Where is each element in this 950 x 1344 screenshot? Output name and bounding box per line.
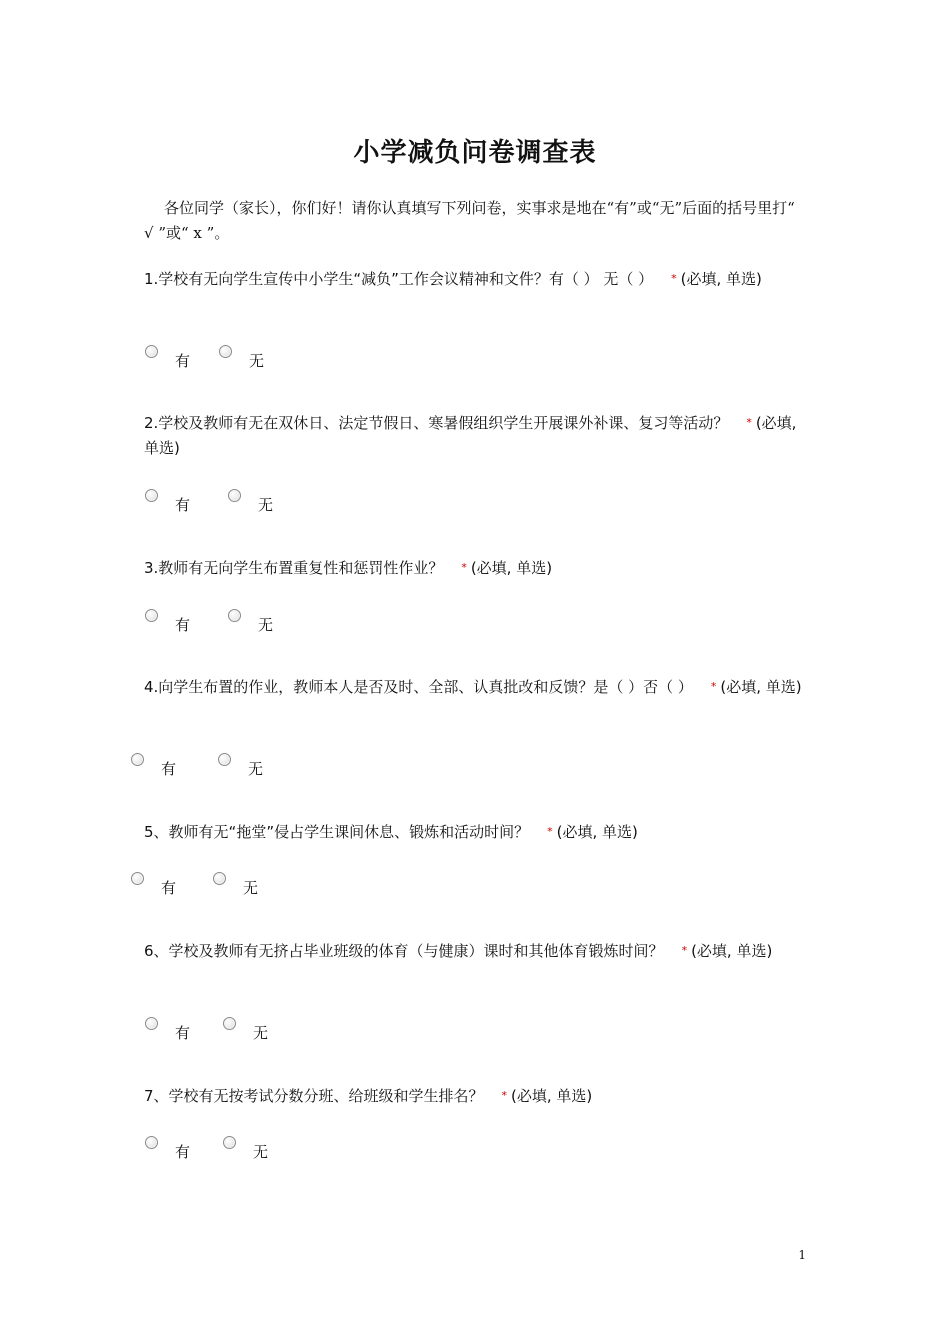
option-label: 无	[253, 1024, 269, 1042]
required-note: (必填, 单选)	[691, 942, 773, 960]
question-4	[144, 674, 808, 700]
intro-paragraph: 各位同学（家长），你们好！请你认真填写下列问卷，实事求是地在“有”或“无”后面的括号里打“ √ ”或“ x ”。	[144, 199, 795, 242]
page-number: 1	[798, 1248, 806, 1262]
option-label: 有	[175, 1024, 191, 1042]
question-1	[144, 266, 808, 292]
required-note: (必填, 单选)	[511, 1087, 593, 1105]
question-3-options	[145, 609, 345, 635]
question-6-options	[145, 1017, 345, 1043]
option-label: 有	[161, 879, 177, 897]
radio-icon[interactable]	[219, 345, 232, 358]
question-1-options	[145, 345, 345, 371]
radio-icon[interactable]	[218, 753, 231, 766]
required-note: (必填, 单选)	[720, 678, 802, 696]
question-7	[144, 1083, 808, 1109]
required-asterisk: *	[681, 944, 688, 957]
question-6	[144, 938, 808, 964]
radio-icon[interactable]	[145, 609, 158, 622]
question-text: 1.学校有无向学生宣传中小学生“减负”工作会议精神和文件？有（ ） 无（ ）	[144, 270, 654, 288]
page-title: 小学减负问卷调查表	[353, 138, 597, 168]
radio-icon[interactable]	[131, 753, 144, 766]
option-label: 有	[161, 760, 177, 778]
question-text: 2.学校及教师有无在双休日、法定节假日、寒暑假组织学生开展课外补课、复习等活动？	[144, 414, 729, 432]
question-2-options	[145, 489, 345, 515]
required-asterisk: *	[461, 561, 467, 574]
question-text: 4.向学生布置的作业，教师本人是否及时、全部、认真批改和反馈？是（ ）否（ ）	[144, 678, 693, 696]
radio-icon[interactable]	[145, 345, 158, 358]
required-asterisk: *	[746, 416, 752, 429]
question-text: 5、教师有无“拖堂”侵占学生课间休息、锻炼和活动时间？	[144, 823, 530, 841]
question-3	[144, 555, 808, 581]
required-note: (必填, 单选)	[470, 559, 553, 577]
radio-icon[interactable]	[145, 1017, 158, 1030]
required-asterisk: *	[710, 680, 717, 693]
option-label: 无	[258, 496, 274, 514]
question-5-options	[131, 872, 331, 898]
radio-icon[interactable]	[131, 872, 144, 885]
question-2	[144, 410, 808, 461]
required-note: (必填, 单选)	[556, 823, 638, 841]
question-text: 3.教师有无向学生布置重复性和惩罚性作业？	[144, 559, 444, 577]
option-label: 无	[249, 352, 265, 370]
option-label: 无	[258, 616, 274, 634]
option-label: 有	[175, 1143, 191, 1161]
required-note: (必填, 单选)	[680, 270, 762, 288]
radio-icon[interactable]	[213, 872, 226, 885]
option-label: 无	[248, 760, 264, 778]
radio-icon[interactable]	[228, 489, 241, 502]
option-label: 无	[253, 1143, 269, 1161]
radio-icon[interactable]	[145, 1136, 158, 1149]
required-note: (必填, 单选)	[144, 414, 797, 457]
option-label: 有	[175, 496, 191, 514]
radio-icon[interactable]	[228, 609, 241, 622]
radio-icon[interactable]	[223, 1136, 236, 1149]
required-asterisk: *	[501, 1089, 508, 1102]
option-label: 无	[243, 879, 259, 897]
option-label: 有	[175, 616, 191, 634]
question-5	[144, 819, 808, 845]
radio-icon[interactable]	[145, 489, 158, 502]
radio-icon[interactable]	[223, 1017, 236, 1030]
required-asterisk: *	[671, 272, 677, 285]
question-text: 7、学校有无按考试分数分班、给班级和学生排名？	[144, 1087, 484, 1105]
question-4-options	[131, 753, 331, 779]
question-text: 6、学校及教师有无挤占毕业班级的体育（与健康）课时和其他体育锻炼时间？	[144, 942, 664, 960]
required-asterisk: *	[547, 825, 553, 838]
question-7-options	[145, 1136, 345, 1162]
option-label: 有	[175, 352, 191, 370]
